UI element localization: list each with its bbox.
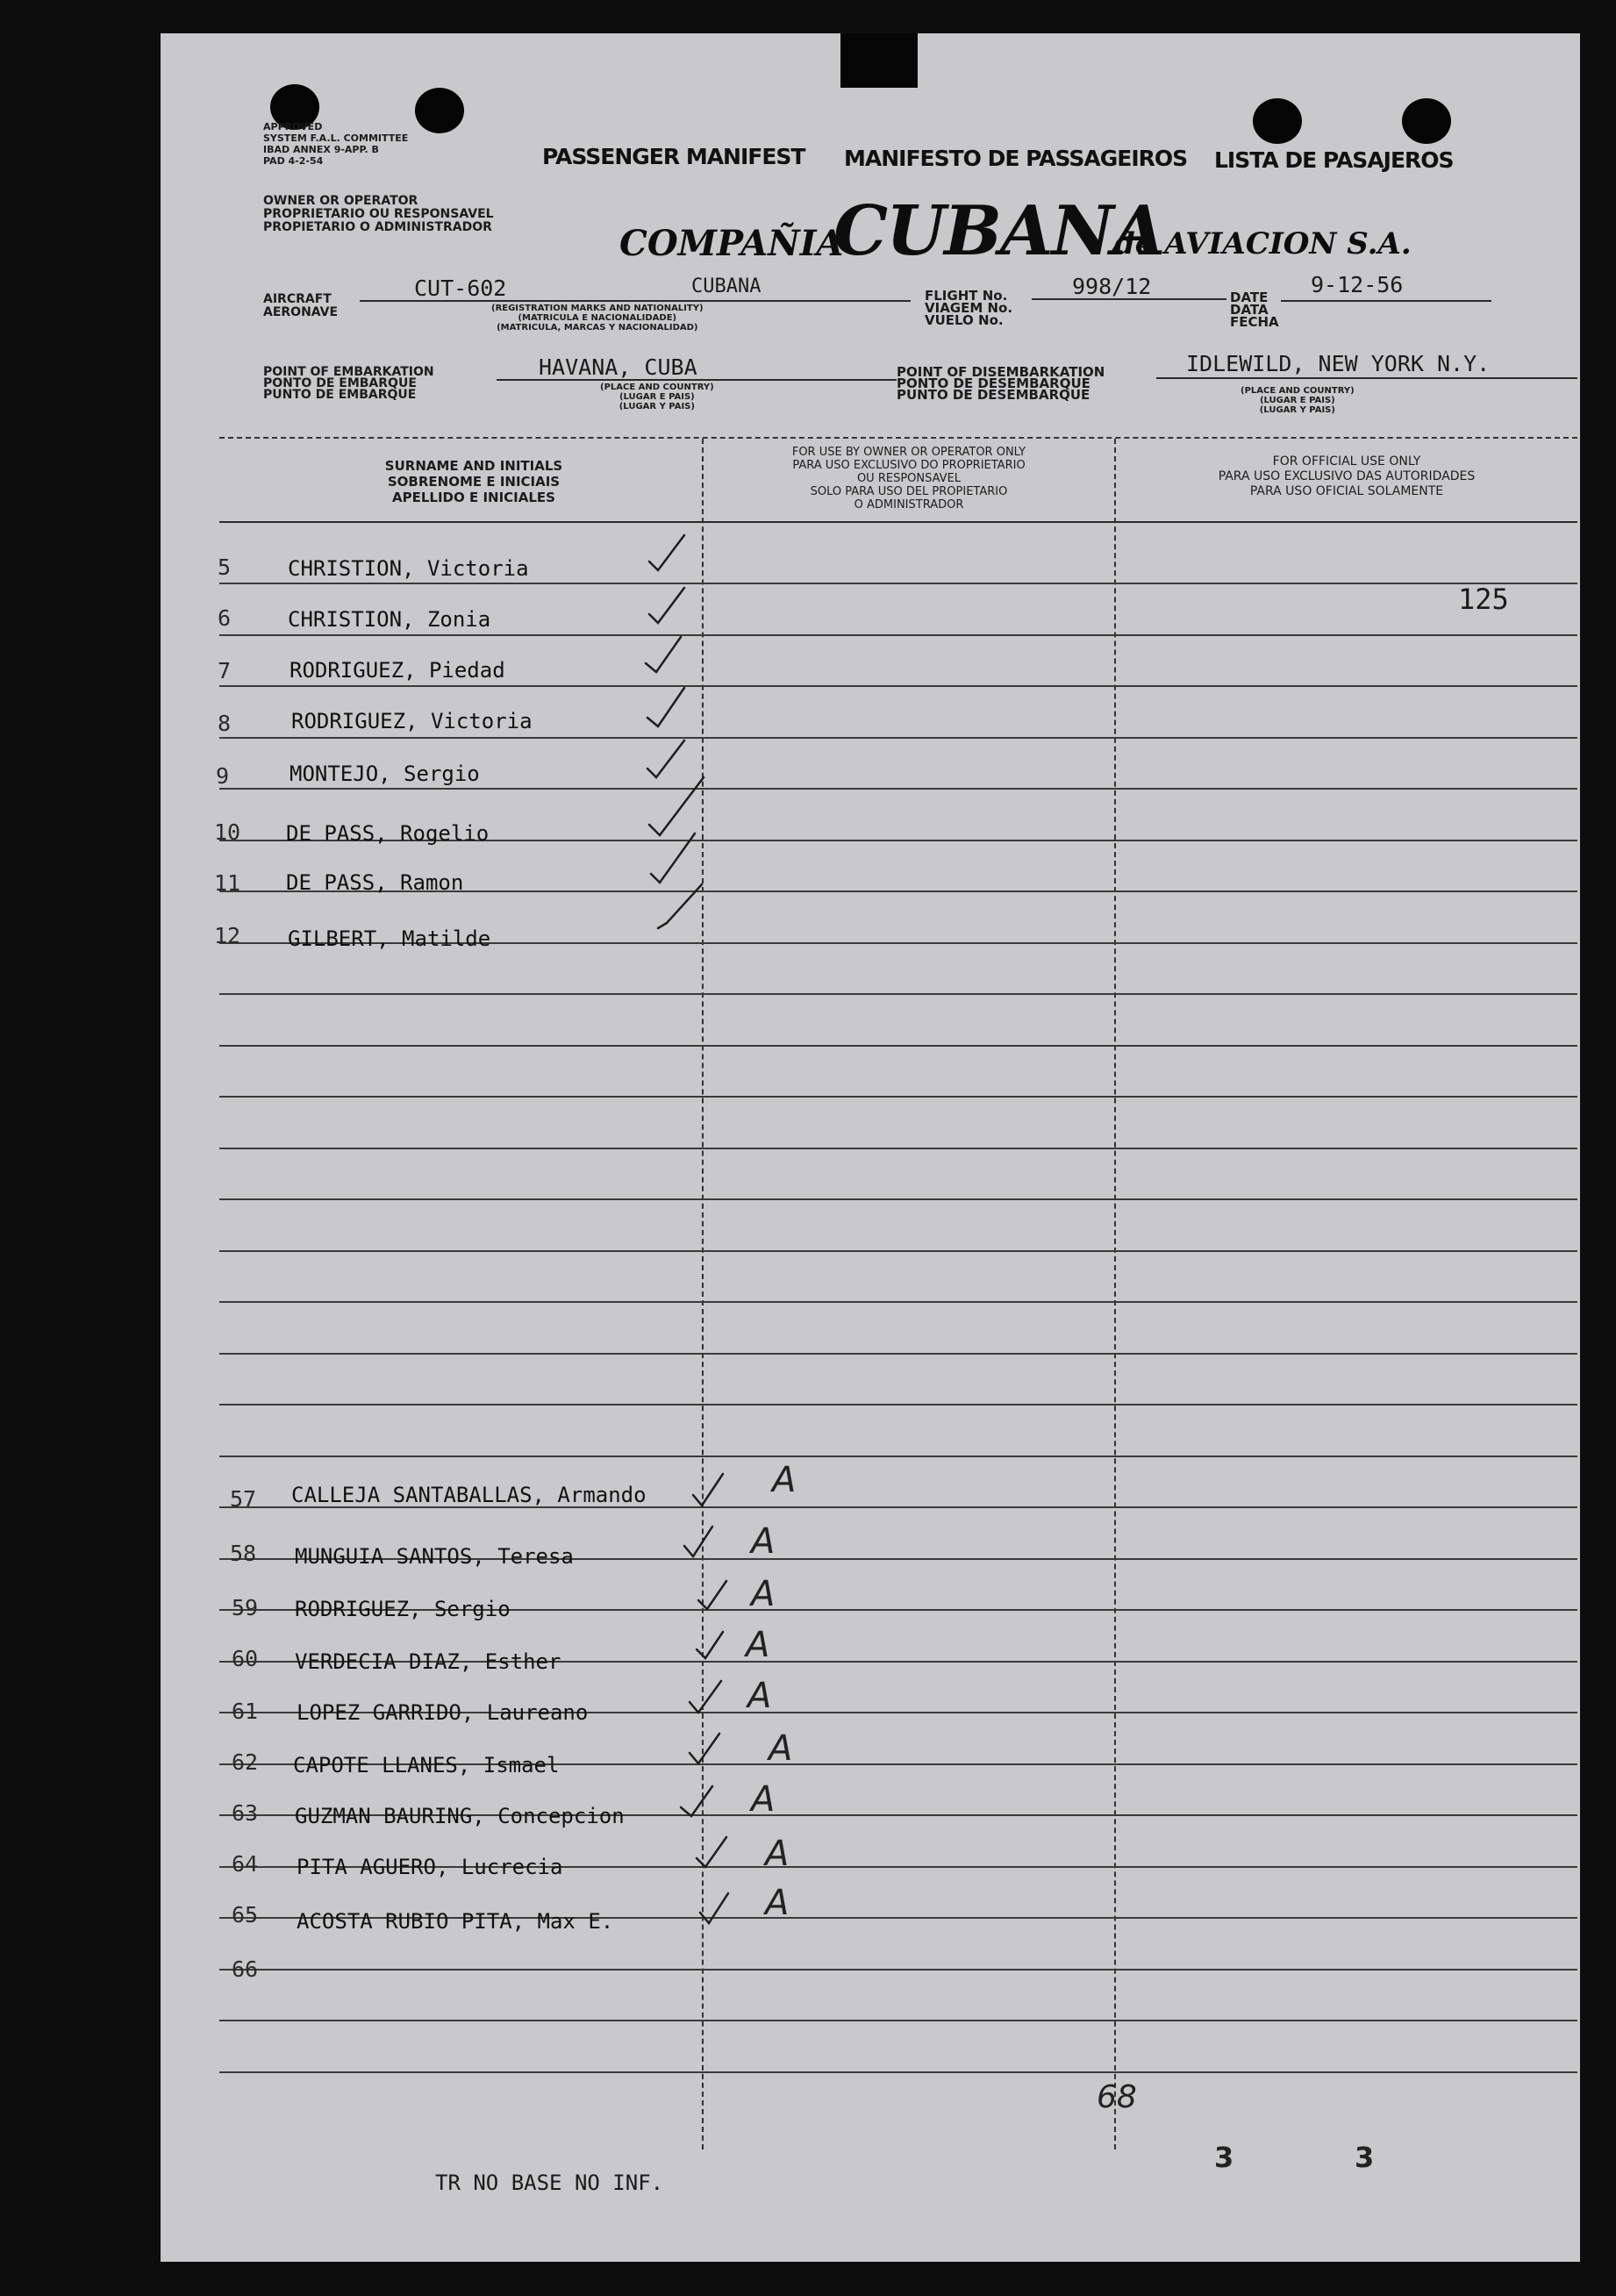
col-header-line: O ADMINISTRADOR [854, 498, 964, 511]
registration-caption-line: (MATRICULA, MARCAS Y NACIONALIDAD) [497, 323, 698, 333]
checkmark [700, 1893, 728, 1923]
row-number: 60 [232, 1646, 259, 1671]
row-number: 63 [232, 1800, 259, 1826]
disembark-value: IDLEWILD, NEW YORK N.Y. [1186, 351, 1491, 376]
col-header-line: FOR USE BY OWNER OR OPERATOR ONLY [791, 446, 1026, 459]
aircraft-label-line: AIRCRAFT [263, 292, 332, 306]
place-caption-line: (LUGAR E PAIS) [1259, 396, 1335, 405]
date-value: 9-12-56 [1311, 272, 1404, 297]
title-portuguese: MANIFESTO DE PASSAGEIROS [844, 146, 1188, 171]
checkmark [647, 740, 684, 777]
passenger-name: GUZMAN BAURING, Concepcion [295, 1804, 625, 1828]
owner-line: PROPRIETARIO OU RESPONSAVEL [263, 207, 494, 221]
col-header-line: SOLO PARA USO DEL PROPIETARIO [810, 485, 1008, 498]
nationality-value: CUBANA [691, 275, 762, 297]
date-label-line: DATA [1230, 302, 1269, 318]
owner-line: PROPIETARIO O ADMINISTRADOR [263, 220, 492, 234]
passenger-name: GILBERT, Matilde [288, 926, 491, 951]
col-header-line: FOR OFFICIAL USE ONLY [1272, 454, 1421, 468]
place-caption-line: (PLACE AND COUNTRY) [600, 383, 714, 392]
checkmark [697, 1632, 723, 1658]
approval-mark: A [751, 1521, 776, 1562]
col-header-line: PARA USO EXCLUSIVO DO PROPRIETARIO [792, 459, 1026, 472]
passenger-name: MUNGUIA SANTOS, Teresa [295, 1544, 574, 1569]
footer-note: TR NO BASE NO INF. [435, 2171, 664, 2195]
owner-line: OWNER OR OPERATOR [263, 194, 418, 208]
approval-mark: A [747, 1676, 772, 1716]
approval-line: SYSTEM F.A.L. COMMITTEE [263, 132, 409, 144]
passenger-name: CAPOTE LLANES, Ismael [293, 1753, 560, 1777]
disembark-label-line: PONTO DE DESEMBARQUE [897, 376, 1090, 391]
checkmark [690, 1734, 719, 1763]
row-number: 64 [232, 1851, 259, 1877]
flight-value: 998/12 [1072, 274, 1152, 299]
approval-line: APPROVED [263, 121, 323, 132]
approval-mark: A [769, 1728, 793, 1769]
passenger-name: VERDECIA DIAZ, Esther [295, 1649, 561, 1674]
tally-left: 3 [1214, 2141, 1234, 2174]
passenger-name: LOPEZ GARRIDO, Laureano [297, 1700, 589, 1725]
checkmark [684, 1527, 712, 1556]
aircraft-label-line: AERONAVE [263, 305, 339, 319]
approval-mark: A [772, 1460, 797, 1500]
airline-name: CUBANA [833, 191, 1164, 271]
passenger-name: DE PASS, Rogelio [286, 821, 490, 846]
checkmark [646, 637, 681, 672]
row-number: 9 [216, 763, 230, 789]
row-number: 10 [214, 819, 241, 845]
passenger-name: RODRIGUEZ, Piedad [290, 658, 505, 683]
place-caption-line: (PLACE AND COUNTRY) [1241, 386, 1355, 396]
approval-line: PAD 4-2-54 [263, 155, 324, 167]
checkmark [690, 1681, 721, 1713]
row-number: 66 [232, 1956, 259, 1982]
row-number: 12 [214, 923, 241, 948]
col-header-line: APELLIDO E INICIALES [392, 490, 555, 505]
flight-label-line: VIAGEM No. [925, 300, 1013, 316]
registration-caption-line: (MATRICULA E NACIONALIDADE) [518, 313, 677, 323]
place-caption-line: (LUGAR Y PAIS) [1259, 405, 1335, 415]
col-header-line: PARA USO EXCLUSIVO DAS AUTORIDADES [1218, 469, 1476, 483]
col-header-line: SOBRENOME E INICIAIS [387, 474, 561, 490]
approval-line: IBAD ANNEX 9-APP. B [263, 144, 379, 155]
checkmark [647, 688, 684, 726]
place-caption-line: (LUGAR E PAIS) [619, 392, 695, 402]
checkmark [658, 884, 702, 928]
handwritten-count: 68 [1097, 2079, 1137, 2115]
date-label-line: DATE [1230, 290, 1269, 305]
disembark-label-line: PUNTO DE DESEMBARQUE [897, 387, 1090, 403]
checkmark [697, 1837, 726, 1867]
airline-prefix: COMPAÑIA [619, 223, 844, 264]
passenger-name: RODRIGUEZ, Sergio [295, 1597, 511, 1621]
checkmark [681, 1786, 712, 1816]
date-label-line: FECHA [1230, 314, 1279, 330]
row-number: 65 [232, 1902, 259, 1928]
checkmark [649, 588, 684, 623]
checkmark [693, 1474, 723, 1506]
checkmark [649, 535, 684, 570]
passenger-name: CHRISTION, Zonia [288, 607, 491, 632]
col-header-line: OU RESPONSAVEL [856, 472, 962, 485]
embark-label-line: PUNTO DE EMBARQUE [263, 388, 417, 402]
approval-mark: A [751, 1779, 776, 1820]
row-number: 58 [230, 1541, 257, 1566]
passenger-name: RODRIGUEZ, Victoria [291, 709, 533, 733]
row-number: 5 [218, 554, 232, 580]
passenger-name: MONTEJO, Sergio [290, 762, 480, 786]
approval-mark: A [746, 1625, 770, 1665]
registration-caption-line: (REGISTRATION MARKS AND NATIONALITY) [491, 304, 704, 313]
checkmark [649, 777, 704, 835]
row-number: 11 [214, 870, 241, 896]
checkmark [698, 1581, 726, 1609]
approval-mark: A [765, 1883, 790, 1923]
passenger-name: PITA AGUERO, Lucrecia [297, 1855, 563, 1879]
col-header-line: PARA USO OFICIAL SOLAMENTE [1249, 484, 1444, 498]
title-english: PASSENGER MANIFEST [542, 144, 805, 169]
row-number: 61 [232, 1699, 259, 1724]
row-number: 8 [218, 711, 232, 736]
row-number: 7 [218, 658, 232, 683]
embark-label-line: PONTO DE EMBARQUE [263, 376, 417, 390]
passenger-name: DE PASS, Ramon [286, 870, 464, 895]
row-number: 59 [232, 1595, 259, 1620]
airline-suffix: de AVIACION S.A. [1114, 226, 1412, 261]
row-number: 62 [232, 1749, 259, 1775]
approval-mark: A [751, 1574, 776, 1614]
title-spanish: LISTA DE PASAJEROS [1214, 147, 1454, 173]
row-number: 6 [218, 605, 232, 631]
embark-value: HAVANA, CUBA [539, 354, 697, 380]
passenger-name: CALLEJA SANTABALLAS, Armando [291, 1483, 647, 1507]
aircraft-value: CUT-602 [414, 275, 507, 301]
passenger-name: CHRISTION, Victoria [288, 556, 529, 581]
col-header-line: SURNAME AND INITIALS [384, 458, 563, 474]
row-number: 57 [230, 1486, 257, 1512]
place-caption-line: (LUGAR Y PAIS) [619, 402, 695, 411]
tally-right: 3 [1355, 2141, 1375, 2174]
flight-label-line: VUELO No. [925, 312, 1004, 328]
checkmark [651, 833, 695, 883]
official-number: 125 [1458, 583, 1509, 616]
flight-label-line: FLIGHT No. [925, 288, 1008, 304]
passenger-name: ACOSTA RUBIO PITA, Max E. [297, 1909, 614, 1934]
approval-mark: A [765, 1834, 790, 1874]
embark-label-line: POINT OF EMBARKATION [263, 365, 434, 379]
disembark-label-line: POINT OF DISEMBARKATION [897, 364, 1105, 380]
